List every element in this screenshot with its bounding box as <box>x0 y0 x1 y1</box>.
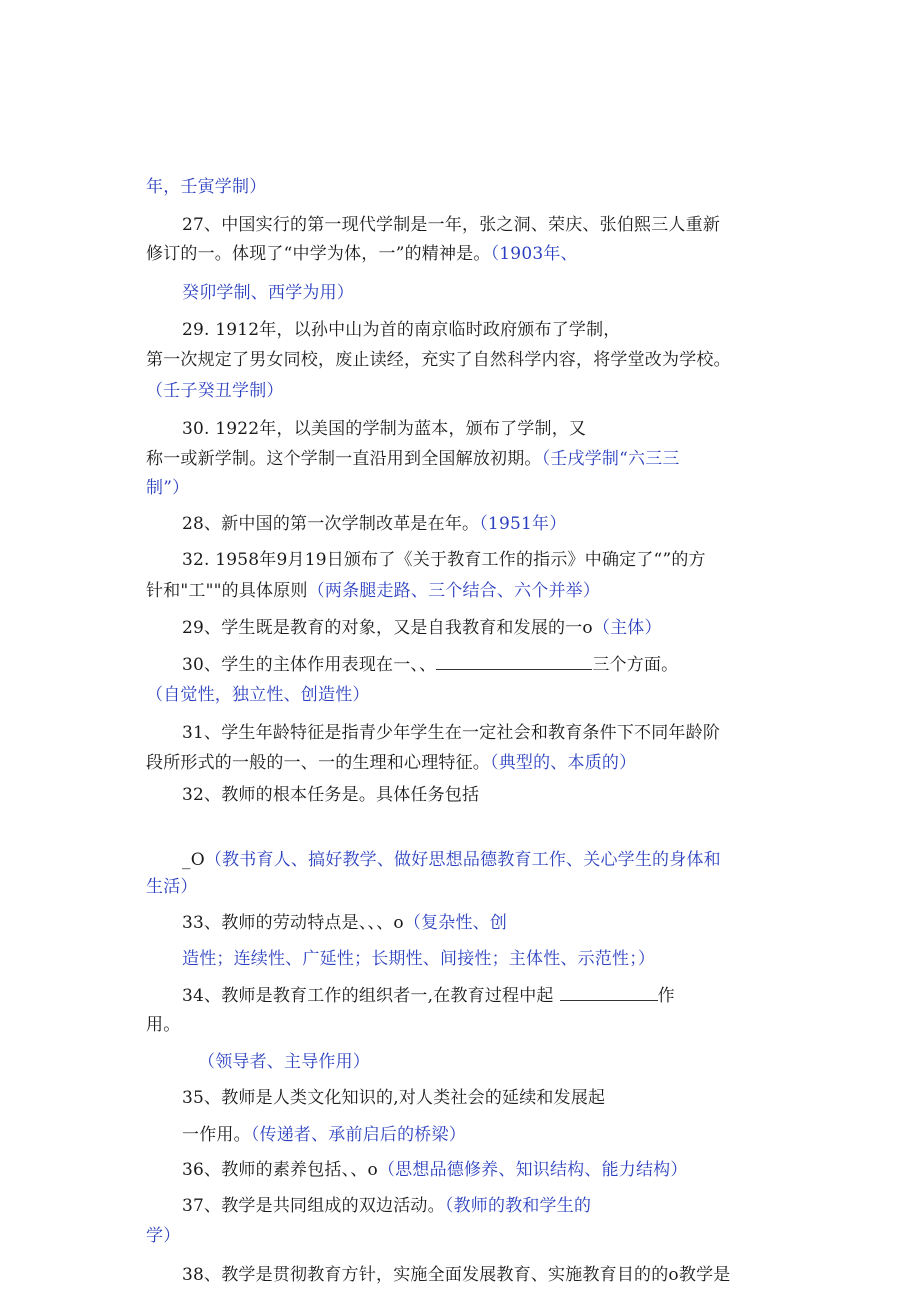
text-line <box>182 418 802 440</box>
question-text: 30. 1922年，以美国的学制为蓝本，颁布了学制，又 <box>182 419 587 439</box>
text-line <box>182 214 802 236</box>
text-line <box>182 319 802 341</box>
text-line <box>182 849 802 871</box>
answer-text: 癸卯学制、西学为用） <box>182 283 354 303</box>
question-text: _O <box>182 850 205 870</box>
text-line <box>146 349 766 371</box>
question-text: 称一或新学制。这个学制一直沿用到全国解放初期。 <box>146 449 542 469</box>
text-line <box>182 985 802 1007</box>
text-line <box>182 912 802 934</box>
answer-text: 造性；连续性、广延性；长期性、间接性；主体性、示范性；） <box>182 949 656 969</box>
question-text: 第一次规定了男女同校，废止读经，充实了自然科学内容，将学堂改为学校。 <box>146 350 731 370</box>
question-text: 一作用。 <box>182 1125 251 1145</box>
text-line <box>182 722 802 744</box>
answer-text: 生活） <box>146 877 198 897</box>
fill-in-blank <box>436 655 592 670</box>
question-text: 针和"工""的具体原则 <box>146 581 308 601</box>
question-text: 29、学生既是教育的对象，又是自我教育和发展的一o <box>182 618 593 638</box>
text-line <box>182 1195 802 1217</box>
question-text: 30、学生的主体作用表现在一、、 <box>182 655 437 675</box>
question-text: 37、教学是共同组成的双边活动。 <box>182 1196 445 1216</box>
text-line <box>146 580 766 602</box>
text-line <box>146 448 766 470</box>
answer-text: 年，壬寅学制） <box>146 177 267 197</box>
answer-text: （壬子癸丑学制） <box>146 381 284 401</box>
text-line <box>182 948 802 970</box>
text-line <box>146 176 766 198</box>
answer-text: （教师的教和学生的 <box>444 1196 592 1216</box>
text-line <box>146 684 766 706</box>
text-line <box>146 1014 766 1036</box>
answer-text: （主体） <box>592 618 662 638</box>
text-line <box>146 380 766 402</box>
text-line <box>198 1051 818 1073</box>
answer-text: （自觉性，独立性、创造性） <box>146 685 370 705</box>
text-line <box>182 1087 802 1109</box>
answer-text: （1951年） <box>479 514 567 534</box>
text-line <box>146 1225 766 1247</box>
text-line <box>182 1124 802 1146</box>
text-line <box>182 1264 802 1286</box>
question-text: 32. 1958年9月19日颁布了《关于教育工作的指示》中确定了“”的方 <box>182 550 706 570</box>
question-text: 27、中国实行的第一现代学制是一年，张之洞、荣庆、张伯熙三人重新 <box>182 215 721 235</box>
answer-text: （典型的、本质的） <box>490 753 637 773</box>
question-text: 28、新中国的第一次学制改革是在年。 <box>182 514 480 534</box>
question-text: 31、学生年龄特征是指青少年学生在一定社会和教育条件下不同年龄阶 <box>182 723 721 743</box>
text-line <box>146 752 766 774</box>
question-text: 用。 <box>146 1015 181 1035</box>
text-line <box>182 1159 802 1181</box>
text-line <box>182 654 802 676</box>
text-line <box>182 549 802 571</box>
answer-text: （复杂性、创 <box>403 913 508 933</box>
question-text: 34、教师是教育工作的组织者一,在教育过程中起 <box>182 986 554 1006</box>
answer-text: （壬戌学制“六三三 <box>541 449 680 469</box>
text-line <box>182 282 802 304</box>
question-text: 35、教师是人类文化知识的,对人类社会的延续和发展起 <box>182 1088 606 1108</box>
answer-text: 学） <box>146 1226 181 1246</box>
answer-text: （思想品德修养、知识结构、能力结构） <box>377 1160 688 1180</box>
question-text: 33、教师的劳动特点是、、、o <box>182 913 404 933</box>
text-line <box>182 617 802 639</box>
answer-text: （1903年、 <box>490 244 578 264</box>
question-text: 三个方面。 <box>592 655 679 675</box>
text-line <box>182 784 802 806</box>
text-line <box>146 477 766 499</box>
text-line <box>146 876 766 898</box>
text-line <box>182 513 802 535</box>
question-text: 38、教学是贯彻教育方针，实施全面发展教育、实施教育目的的o教学是 <box>182 1265 731 1285</box>
question-text: 36、教师的素养包括、、o <box>182 1160 378 1180</box>
answer-text: （传递者、承前启后的桥梁） <box>250 1125 466 1145</box>
question-text: 32、教师的根本任务是。具体任务包括 <box>182 785 480 805</box>
question-text: 29. 1912年，以孙中山为首的南京临时政府颁布了学制， <box>182 320 621 340</box>
question-text: 作 <box>657 986 675 1006</box>
answer-text: （教书育人、搞好教学、做好思想品德教育工作、关心学生的身体和 <box>204 850 721 870</box>
text-line <box>146 243 766 265</box>
question-text: 修订的一。体现了“中学为体，一”的精神是。 <box>146 244 491 264</box>
answer-text: （领导者、主导作用） <box>198 1052 370 1072</box>
question-text: 段所形式的一般的一、一的生理和心理特征。 <box>146 753 490 773</box>
fill-in-blank <box>560 986 658 1001</box>
answer-text: 制”） <box>146 478 190 498</box>
answer-text: （两条腿走路、三个结合、六个并举） <box>307 581 601 601</box>
